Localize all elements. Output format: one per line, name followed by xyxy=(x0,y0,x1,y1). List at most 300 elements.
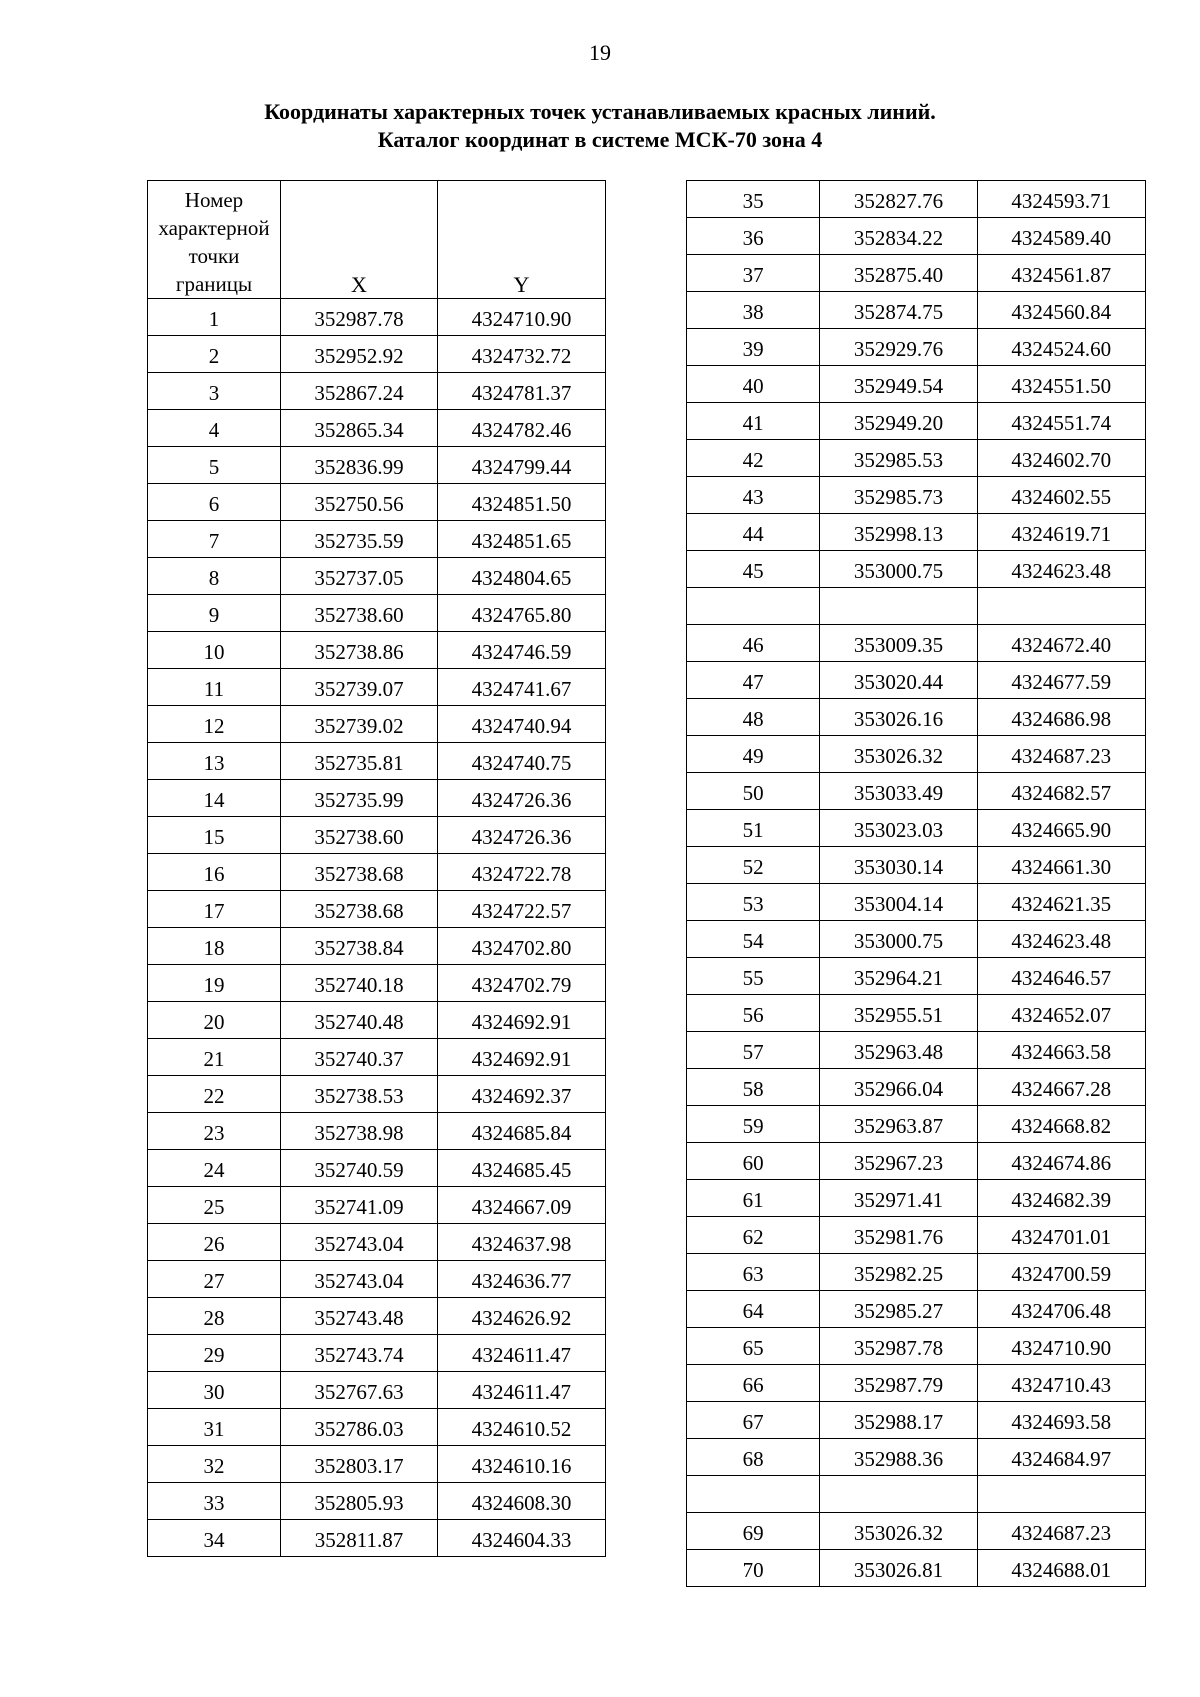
cell-point-number: 50 xyxy=(687,773,820,810)
table-row xyxy=(687,736,1146,773)
table-row xyxy=(687,1365,1146,1402)
page-number: 19 xyxy=(589,40,611,65)
cell-y: 4324561.87 xyxy=(977,255,1145,292)
table-row xyxy=(687,403,1146,440)
table-row xyxy=(687,366,1146,403)
cell-x: 352998.13 xyxy=(820,514,977,551)
table-row xyxy=(148,299,606,336)
table-row xyxy=(687,181,1146,218)
cell-y: 4324626.92 xyxy=(438,1298,606,1335)
cell-x: 352949.54 xyxy=(820,366,977,403)
cell-y: 4324551.74 xyxy=(977,403,1145,440)
cell-y: 4324687.23 xyxy=(977,1513,1145,1550)
cell-point-number: 32 xyxy=(148,1446,281,1483)
cell-x: 352805.93 xyxy=(281,1483,438,1520)
cell-point-number: 21 xyxy=(148,1039,281,1076)
cell-y: 4324722.57 xyxy=(438,891,606,928)
cell-x: 352955.51 xyxy=(820,995,977,1032)
cell-y: 4324710.90 xyxy=(438,299,606,336)
header-point-number: Номер характерной точки границы xyxy=(148,181,281,299)
cell-x: 352987.79 xyxy=(820,1365,977,1402)
cell-point-number: 20 xyxy=(148,1002,281,1039)
cell-y: 4324677.59 xyxy=(977,662,1145,699)
table-body-right xyxy=(687,181,1146,1587)
table-row xyxy=(687,1032,1146,1069)
table-row xyxy=(148,1446,606,1483)
cell-point-number: 29 xyxy=(148,1335,281,1372)
cell-y: 4324667.28 xyxy=(977,1069,1145,1106)
cell-y: 4324589.40 xyxy=(977,218,1145,255)
cell-point-number: 56 xyxy=(687,995,820,1032)
cell-y: 4324685.45 xyxy=(438,1150,606,1187)
cell-y: 4324623.48 xyxy=(977,551,1145,588)
cell-y: 4324682.57 xyxy=(977,773,1145,810)
cell-x: 352836.99 xyxy=(281,447,438,484)
cell-y: 4324593.71 xyxy=(977,181,1145,218)
cell-point-number xyxy=(687,588,820,625)
table-row xyxy=(687,699,1146,736)
table-row xyxy=(148,1187,606,1224)
cell-point-number: 69 xyxy=(687,1513,820,1550)
table-row xyxy=(148,1224,606,1261)
cell-x: 352867.24 xyxy=(281,373,438,410)
cell-x: 352740.37 xyxy=(281,1039,438,1076)
cell-y: 4324610.16 xyxy=(438,1446,606,1483)
cell-x: 352767.63 xyxy=(281,1372,438,1409)
cell-point-number: 66 xyxy=(687,1365,820,1402)
cell-x: 353023.03 xyxy=(820,810,977,847)
cell-point-number: 9 xyxy=(148,595,281,632)
coordinates-table-right xyxy=(686,180,1146,1587)
cell-point-number: 67 xyxy=(687,1402,820,1439)
cell-x: 352985.73 xyxy=(820,477,977,514)
cell-x: 352786.03 xyxy=(281,1409,438,1446)
cell-point-number: 26 xyxy=(148,1224,281,1261)
cell-point-number: 13 xyxy=(148,743,281,780)
cell-y: 4324765.80 xyxy=(438,595,606,632)
table-row xyxy=(687,1439,1146,1476)
table-row xyxy=(687,588,1146,625)
cell-point-number: 18 xyxy=(148,928,281,965)
cell-x: 352735.99 xyxy=(281,780,438,817)
cell-y: 4324604.33 xyxy=(438,1520,606,1557)
cell-x: 352952.92 xyxy=(281,336,438,373)
table-row xyxy=(148,928,606,965)
cell-y: 4324851.65 xyxy=(438,521,606,558)
cell-y: 4324726.36 xyxy=(438,780,606,817)
cell-x: 353004.14 xyxy=(820,884,977,921)
cell-point-number: 38 xyxy=(687,292,820,329)
table-row xyxy=(148,965,606,1002)
cell-y: 4324665.90 xyxy=(977,810,1145,847)
table-row xyxy=(148,780,606,817)
table-row xyxy=(148,1261,606,1298)
cell-point-number: 63 xyxy=(687,1254,820,1291)
title-line-1: Координаты характерных точек устанавливаемых красных линий. xyxy=(264,99,936,124)
cell-point-number: 23 xyxy=(148,1113,281,1150)
cell-y: 4324668.82 xyxy=(977,1106,1145,1143)
cell-x: 352966.04 xyxy=(820,1069,977,1106)
cell-x: 352740.48 xyxy=(281,1002,438,1039)
cell-point-number: 49 xyxy=(687,736,820,773)
cell-point-number: 55 xyxy=(687,958,820,995)
cell-x: 352743.04 xyxy=(281,1261,438,1298)
table-row xyxy=(148,854,606,891)
cell-x: 352738.68 xyxy=(281,854,438,891)
table-row xyxy=(148,558,606,595)
table-row xyxy=(687,921,1146,958)
cell-point-number: 65 xyxy=(687,1328,820,1365)
cell-x: 352963.87 xyxy=(820,1106,977,1143)
cell-x: 353009.35 xyxy=(820,625,977,662)
cell-x: 353000.75 xyxy=(820,551,977,588)
table-row xyxy=(148,743,606,780)
table-row xyxy=(687,218,1146,255)
cell-y: 4324610.52 xyxy=(438,1409,606,1446)
cell-x xyxy=(820,588,977,625)
table-row xyxy=(148,817,606,854)
cell-x: 353026.32 xyxy=(820,736,977,773)
cell-x xyxy=(820,1476,977,1513)
cell-y xyxy=(977,588,1145,625)
cell-x: 352803.17 xyxy=(281,1446,438,1483)
cell-x: 352949.20 xyxy=(820,403,977,440)
cell-point-number: 7 xyxy=(148,521,281,558)
cell-x: 352738.60 xyxy=(281,817,438,854)
table-row xyxy=(148,632,606,669)
cell-point-number: 17 xyxy=(148,891,281,928)
cell-x: 352740.18 xyxy=(281,965,438,1002)
table-body-left xyxy=(148,299,606,1557)
cell-x: 352964.21 xyxy=(820,958,977,995)
cell-y: 4324560.84 xyxy=(977,292,1145,329)
cell-y: 4324682.39 xyxy=(977,1180,1145,1217)
table-row xyxy=(687,1513,1146,1550)
table-row xyxy=(687,625,1146,662)
cell-x: 352985.27 xyxy=(820,1291,977,1328)
cell-point-number: 15 xyxy=(148,817,281,854)
cell-y: 4324636.77 xyxy=(438,1261,606,1298)
cell-x: 352875.40 xyxy=(820,255,977,292)
cell-point-number: 4 xyxy=(148,410,281,447)
cell-x: 352929.76 xyxy=(820,329,977,366)
cell-y: 4324611.47 xyxy=(438,1372,606,1409)
table-row xyxy=(687,773,1146,810)
cell-point-number: 64 xyxy=(687,1291,820,1328)
cell-point-number: 16 xyxy=(148,854,281,891)
cell-x: 352738.86 xyxy=(281,632,438,669)
cell-x: 352963.48 xyxy=(820,1032,977,1069)
cell-y: 4324688.01 xyxy=(977,1550,1145,1587)
cell-x: 353026.81 xyxy=(820,1550,977,1587)
table-row xyxy=(687,1143,1146,1180)
cell-point-number: 31 xyxy=(148,1409,281,1446)
table-row xyxy=(148,595,606,632)
table-row xyxy=(687,958,1146,995)
cell-x: 352982.25 xyxy=(820,1254,977,1291)
cell-point-number: 35 xyxy=(687,181,820,218)
cell-y: 4324722.78 xyxy=(438,854,606,891)
table-row xyxy=(148,373,606,410)
cell-point-number: 19 xyxy=(148,965,281,1002)
cell-x: 352988.17 xyxy=(820,1402,977,1439)
cell-y: 4324710.43 xyxy=(977,1365,1145,1402)
table-row xyxy=(687,1106,1146,1143)
cell-x: 352738.60 xyxy=(281,595,438,632)
cell-point-number: 57 xyxy=(687,1032,820,1069)
table-row xyxy=(148,484,606,521)
cell-y: 4324686.98 xyxy=(977,699,1145,736)
cell-point-number: 45 xyxy=(687,551,820,588)
cell-y: 4324700.59 xyxy=(977,1254,1145,1291)
cell-y: 4324663.58 xyxy=(977,1032,1145,1069)
cell-y: 4324672.40 xyxy=(977,625,1145,662)
cell-y: 4324621.35 xyxy=(977,884,1145,921)
cell-x: 353026.16 xyxy=(820,699,977,736)
cell-point-number: 47 xyxy=(687,662,820,699)
cell-y: 4324637.98 xyxy=(438,1224,606,1261)
cell-y: 4324710.90 xyxy=(977,1328,1145,1365)
cell-y: 4324687.23 xyxy=(977,736,1145,773)
cell-x: 352738.98 xyxy=(281,1113,438,1150)
cell-y: 4324674.86 xyxy=(977,1143,1145,1180)
cell-y: 4324732.72 xyxy=(438,336,606,373)
table-row xyxy=(687,1254,1146,1291)
cell-y xyxy=(977,1476,1145,1513)
cell-x: 352739.07 xyxy=(281,669,438,706)
cell-y: 4324799.44 xyxy=(438,447,606,484)
cell-x: 352739.02 xyxy=(281,706,438,743)
table-row xyxy=(687,995,1146,1032)
cell-x: 352987.78 xyxy=(820,1328,977,1365)
cell-x: 353026.32 xyxy=(820,1513,977,1550)
cell-point-number: 6 xyxy=(148,484,281,521)
cell-y: 4324851.50 xyxy=(438,484,606,521)
cell-point-number: 2 xyxy=(148,336,281,373)
table-row xyxy=(148,336,606,373)
cell-point-number: 34 xyxy=(148,1520,281,1557)
table-row xyxy=(148,521,606,558)
table-row xyxy=(148,1113,606,1150)
cell-point-number: 12 xyxy=(148,706,281,743)
cell-y: 4324692.91 xyxy=(438,1039,606,1076)
cell-point-number: 44 xyxy=(687,514,820,551)
table-row xyxy=(687,1402,1146,1439)
cell-y: 4324611.47 xyxy=(438,1335,606,1372)
cell-point-number: 37 xyxy=(687,255,820,292)
cell-x: 352971.41 xyxy=(820,1180,977,1217)
cell-y: 4324782.46 xyxy=(438,410,606,447)
cell-y: 4324685.84 xyxy=(438,1113,606,1150)
cell-y: 4324619.71 xyxy=(977,514,1145,551)
cell-point-number xyxy=(687,1476,820,1513)
cell-point-number: 11 xyxy=(148,669,281,706)
table-row xyxy=(148,1372,606,1409)
cell-y: 4324726.36 xyxy=(438,817,606,854)
header-y: Y xyxy=(438,181,606,299)
cell-x: 353030.14 xyxy=(820,847,977,884)
cell-y: 4324746.59 xyxy=(438,632,606,669)
cell-point-number: 58 xyxy=(687,1069,820,1106)
table-row xyxy=(687,477,1146,514)
table-row xyxy=(148,706,606,743)
coordinates-table-left xyxy=(147,180,606,1557)
cell-y: 4324608.30 xyxy=(438,1483,606,1520)
cell-point-number: 25 xyxy=(148,1187,281,1224)
cell-y: 4324702.79 xyxy=(438,965,606,1002)
cell-y: 4324740.94 xyxy=(438,706,606,743)
table-row xyxy=(148,1483,606,1520)
table-row xyxy=(687,847,1146,884)
table-row xyxy=(148,1298,606,1335)
cell-x: 352988.36 xyxy=(820,1439,977,1476)
cell-x: 352738.84 xyxy=(281,928,438,965)
cell-x: 352811.87 xyxy=(281,1520,438,1557)
cell-point-number: 52 xyxy=(687,847,820,884)
cell-x: 352750.56 xyxy=(281,484,438,521)
cell-point-number: 60 xyxy=(687,1143,820,1180)
cell-x: 352738.53 xyxy=(281,1076,438,1113)
cell-y: 4324652.07 xyxy=(977,995,1145,1032)
table-row xyxy=(148,447,606,484)
cell-x: 352743.48 xyxy=(281,1298,438,1335)
cell-point-number: 41 xyxy=(687,403,820,440)
table-row xyxy=(687,329,1146,366)
cell-y: 4324706.48 xyxy=(977,1291,1145,1328)
cell-y: 4324646.57 xyxy=(977,958,1145,995)
cell-point-number: 10 xyxy=(148,632,281,669)
cell-point-number: 53 xyxy=(687,884,820,921)
table-row xyxy=(148,410,606,447)
cell-y: 4324702.80 xyxy=(438,928,606,965)
cell-y: 4324602.55 xyxy=(977,477,1145,514)
cell-y: 4324524.60 xyxy=(977,329,1145,366)
cell-y: 4324661.30 xyxy=(977,847,1145,884)
cell-y: 4324602.70 xyxy=(977,440,1145,477)
cell-point-number: 43 xyxy=(687,477,820,514)
cell-y: 4324804.65 xyxy=(438,558,606,595)
cell-point-number: 14 xyxy=(148,780,281,817)
cell-x: 352740.59 xyxy=(281,1150,438,1187)
cell-x: 352743.74 xyxy=(281,1335,438,1372)
cell-x: 352735.81 xyxy=(281,743,438,780)
cell-y: 4324701.01 xyxy=(977,1217,1145,1254)
cell-x: 352743.04 xyxy=(281,1224,438,1261)
cell-point-number: 8 xyxy=(148,558,281,595)
cell-y: 4324551.50 xyxy=(977,366,1145,403)
table-row xyxy=(687,810,1146,847)
table-row xyxy=(148,1520,606,1557)
cell-point-number: 70 xyxy=(687,1550,820,1587)
cell-x: 352741.09 xyxy=(281,1187,438,1224)
cell-point-number: 54 xyxy=(687,921,820,958)
cell-point-number: 5 xyxy=(148,447,281,484)
cell-point-number: 27 xyxy=(148,1261,281,1298)
cell-x: 352865.34 xyxy=(281,410,438,447)
cell-x: 353033.49 xyxy=(820,773,977,810)
cell-point-number: 39 xyxy=(687,329,820,366)
cell-point-number: 62 xyxy=(687,1217,820,1254)
table-row xyxy=(687,292,1146,329)
document-title xyxy=(0,98,1200,154)
cell-point-number: 46 xyxy=(687,625,820,662)
cell-point-number: 42 xyxy=(687,440,820,477)
cell-point-number: 1 xyxy=(148,299,281,336)
cell-x: 352735.59 xyxy=(281,521,438,558)
cell-point-number: 3 xyxy=(148,373,281,410)
table-row xyxy=(687,662,1146,699)
table-row xyxy=(687,551,1146,588)
cell-point-number: 51 xyxy=(687,810,820,847)
cell-point-number: 61 xyxy=(687,1180,820,1217)
cell-y: 4324623.48 xyxy=(977,921,1145,958)
table-row xyxy=(687,440,1146,477)
cell-x: 352827.76 xyxy=(820,181,977,218)
cell-y: 4324692.91 xyxy=(438,1002,606,1039)
table-row xyxy=(687,1217,1146,1254)
cell-point-number: 24 xyxy=(148,1150,281,1187)
table-row xyxy=(687,884,1146,921)
cell-y: 4324692.37 xyxy=(438,1076,606,1113)
table-row xyxy=(687,1476,1146,1513)
table-row xyxy=(687,1180,1146,1217)
header-x: X xyxy=(281,181,438,299)
table-row xyxy=(687,1328,1146,1365)
table-row xyxy=(687,514,1146,551)
table-row xyxy=(148,1335,606,1372)
cell-point-number: 33 xyxy=(148,1483,281,1520)
cell-x: 352981.76 xyxy=(820,1217,977,1254)
cell-y: 4324741.67 xyxy=(438,669,606,706)
cell-y: 4324693.58 xyxy=(977,1402,1145,1439)
table-row xyxy=(687,1550,1146,1587)
cell-x: 352738.68 xyxy=(281,891,438,928)
cell-point-number: 59 xyxy=(687,1106,820,1143)
cell-x: 352967.23 xyxy=(820,1143,977,1180)
table-row xyxy=(687,1291,1146,1328)
table-row xyxy=(148,1409,606,1446)
table-row xyxy=(148,1150,606,1187)
table-header-row xyxy=(148,181,606,299)
cell-x: 352987.78 xyxy=(281,299,438,336)
cell-point-number: 28 xyxy=(148,1298,281,1335)
cell-y: 4324740.75 xyxy=(438,743,606,780)
table-row xyxy=(687,1069,1146,1106)
cell-point-number: 68 xyxy=(687,1439,820,1476)
table-row xyxy=(148,1002,606,1039)
cell-point-number: 30 xyxy=(148,1372,281,1409)
cell-point-number: 22 xyxy=(148,1076,281,1113)
cell-x: 353000.75 xyxy=(820,921,977,958)
cell-x: 352985.53 xyxy=(820,440,977,477)
title-line-2: Каталог координат в системе МСК-70 зона 4 xyxy=(377,127,823,152)
table-row xyxy=(148,669,606,706)
cell-y: 4324684.97 xyxy=(977,1439,1145,1476)
cell-x: 353020.44 xyxy=(820,662,977,699)
cell-point-number: 40 xyxy=(687,366,820,403)
cell-point-number: 36 xyxy=(687,218,820,255)
cell-x: 352874.75 xyxy=(820,292,977,329)
cell-x: 352737.05 xyxy=(281,558,438,595)
cell-point-number: 48 xyxy=(687,699,820,736)
cell-x: 352834.22 xyxy=(820,218,977,255)
table-row xyxy=(687,255,1146,292)
table-row xyxy=(148,1039,606,1076)
cell-y: 4324667.09 xyxy=(438,1187,606,1224)
table-row xyxy=(148,891,606,928)
cell-y: 4324781.37 xyxy=(438,373,606,410)
table-row xyxy=(148,1076,606,1113)
